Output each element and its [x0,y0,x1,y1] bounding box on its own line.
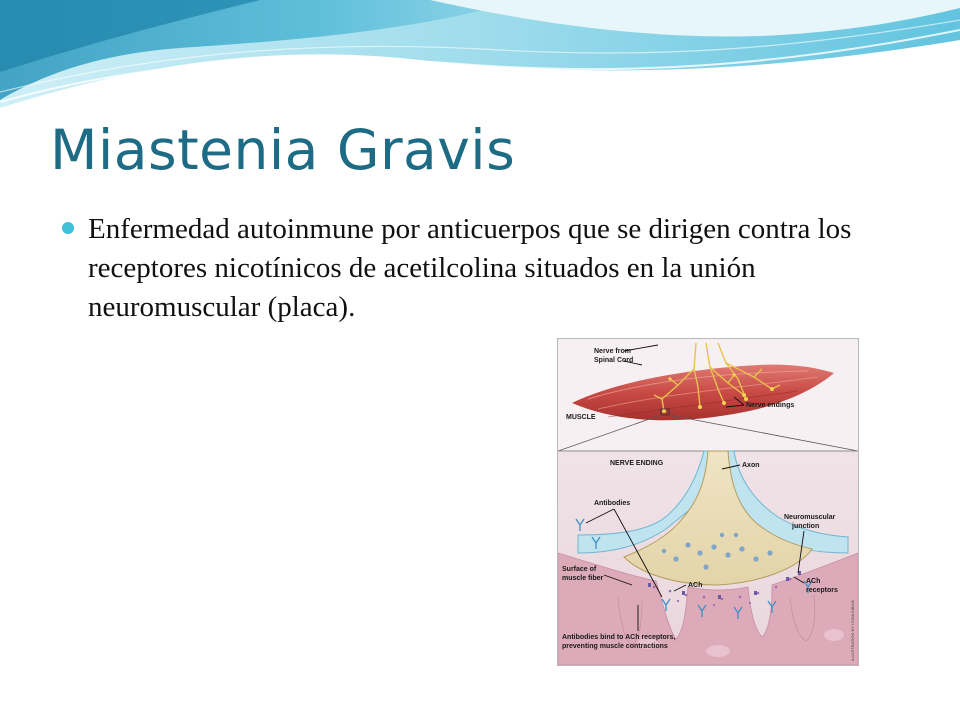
bullet-text: Enfermedad autoinmune por anticuerpos que se dirigen contra los receptores nicotínicos de acetilcolina situados en la unión neuromuscular (placa). [88,213,852,323]
illustration-credit: ILLUSTRATION BY LYDIA KIBIUK [850,599,855,661]
label-surface-of: Surface of [562,566,597,573]
fold-blob [706,645,730,657]
label-spinal-cord: Spinal Cord [594,357,634,364]
slide-title: Miastenia Gravis [50,118,516,182]
label-muscle: MUSCLE [566,414,596,421]
label-antibodies: Antibodies [594,500,631,507]
label-nerve-endings: Nerve endings [746,402,795,409]
bullet-dot-icon [62,222,74,234]
neuromuscular-junction-illustration [557,338,859,666]
label-ach: ACh [688,582,703,589]
label-ach-receptors-1: ACh [806,578,821,585]
label-caption-line-2: preventing muscle contractions [562,643,668,650]
bullet-item [62,210,932,327]
label-ach-receptors-2: receptors [806,587,838,594]
label-nerve-ending: NERVE ENDING [610,460,664,467]
fold-blob [824,629,844,641]
illustration-graphic [558,339,858,665]
label-neuromuscular: Neuromuscular [784,514,836,521]
label-junction: junction [792,523,820,530]
label-nerve-from: Nerve from [594,348,631,355]
header-wave-decoration [0,0,960,110]
bullet-list [62,210,932,327]
label-muscle-fiber: muscle fiber [562,575,604,582]
label-axon: Axon [742,462,760,469]
label-caption-line-1: Antibodies bind to ACh receptors, [562,634,676,641]
